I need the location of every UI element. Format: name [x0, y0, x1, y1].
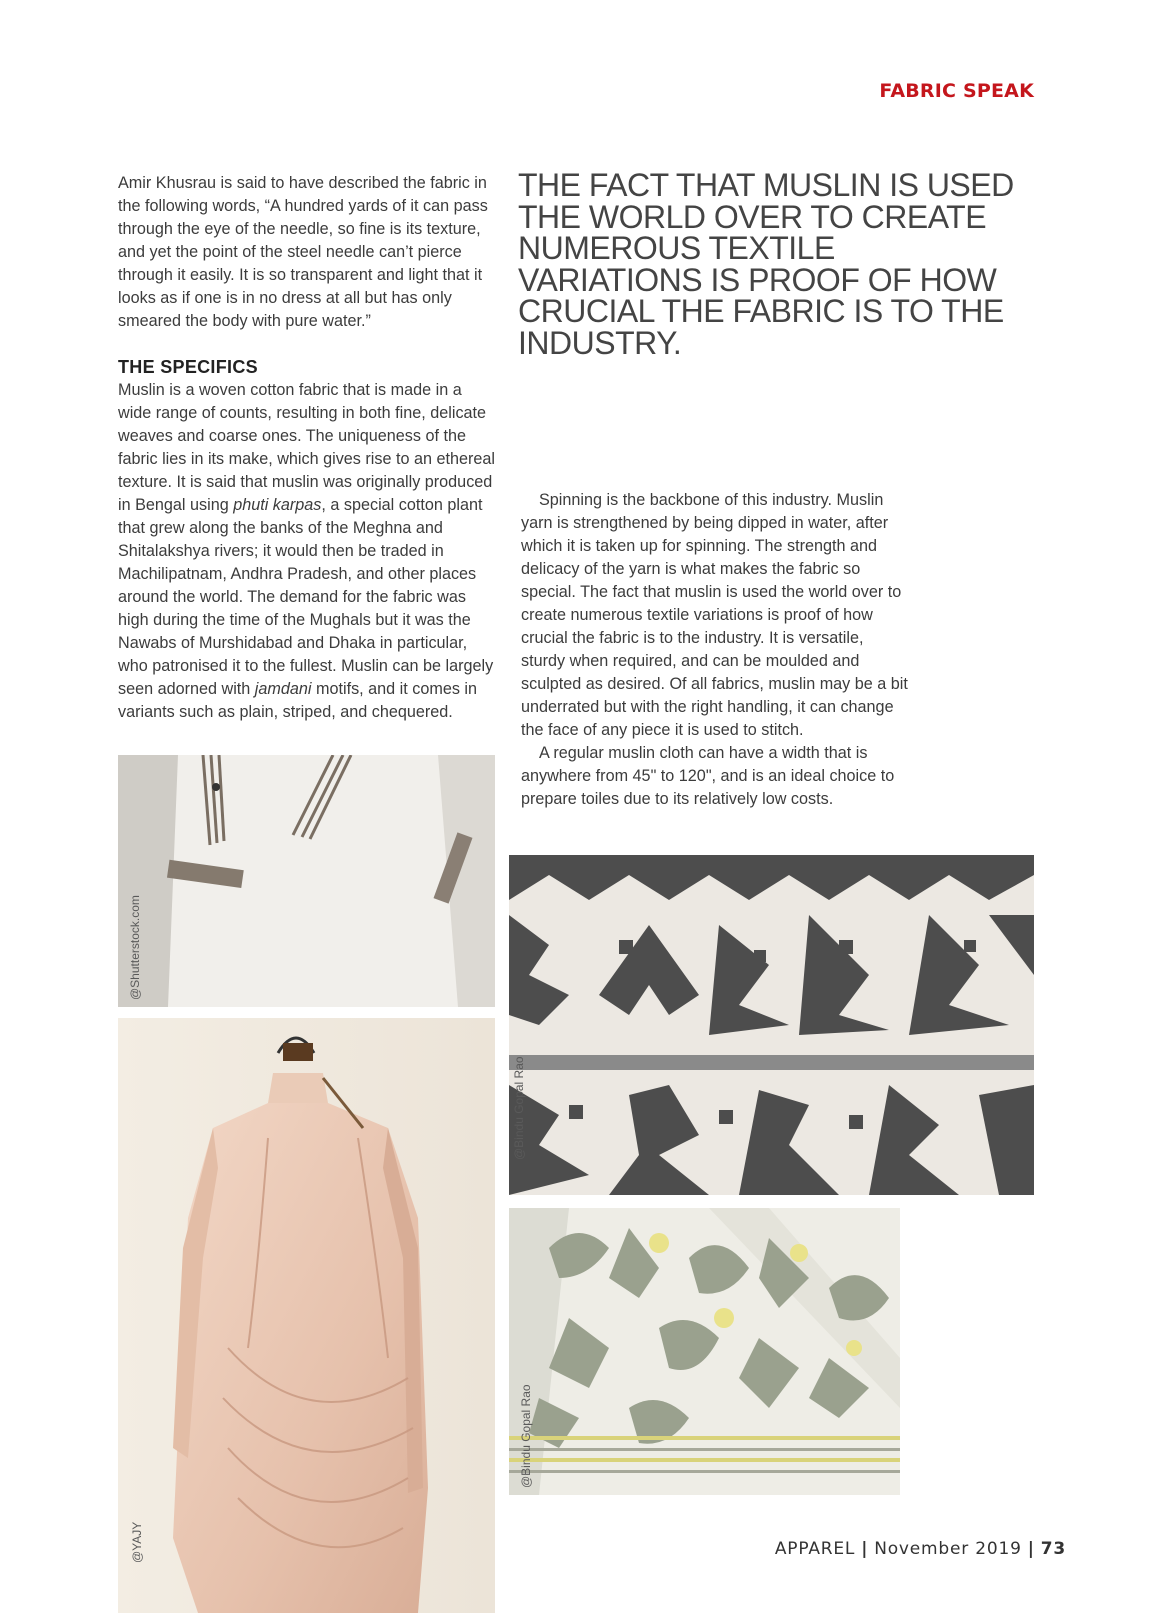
left-column	[118, 172, 496, 724]
pull-quote: THE FACT THAT MUSLIN IS USED THE WORLD OVER TO CREATE NUMEROUS TEXTILE VARIATIONS IS PROOF OF HOW CRUCIAL THE FABRIC IS TO THE INDUSTRY.	[518, 167, 1014, 361]
section-tag: FABRIC SPEAK	[879, 80, 1034, 102]
kurta-image	[118, 755, 495, 1007]
jamdani-grey-photo	[509, 855, 1034, 1195]
width-paragraph: A regular muslin cloth can have a width that is anywhere from 45" to 120", and is an ideal choice to prepare toiles due to its relatively low costs.	[521, 744, 895, 808]
jamdani-green-photo-credit: @Bindu Gopal Rao	[519, 1384, 533, 1488]
issue-date: November 2019	[874, 1539, 1022, 1559]
right-column	[521, 489, 911, 811]
italic-term-jamdani: jamdani	[254, 680, 312, 698]
jamdani-green-photo	[509, 1208, 900, 1495]
footer-separator: |	[861, 1539, 869, 1559]
spinning-paragraph: Spinning is the backbone of this industry. Muslin yarn is strengthened by being dipped in water, after which it is taken up for spinning. The strength and delicacy of the yarn is what makes the fabric so special. The fact that muslin is used the world over to create numerous textile variations is proof of how crucial the fabric is to the industry. It is versatile, sturdy when required, and can be moulded and sculpted as desired. Of all fabrics, muslin may be a bit underrated but with the right handling, it can change the face of any piece it is used to stitch.	[521, 491, 908, 739]
italic-term-phuti-karpas: phuti karpas	[233, 496, 322, 514]
paragraph-segment: , a special cotton plant that grew along the banks of the Meghna and Shitalakshya rivers; it would then be traded in Machilipatnam, Andhra Pradesh, and other places around the world. The demand for the fabric was high during the time of the Mughals but it was the Nawabs of Murshidabad and Dhaka in particular, who patronised it to the fullest. Muslin can be largely seen adorned with	[118, 496, 494, 698]
drape-photo	[118, 1018, 495, 1613]
paragraph-segment: Muslin is a woven cotton fabric that is made in a wide range of counts, resulting in both fine, delicate weaves and coarse ones. The uniqueness of the fabric lies in its make, which gives rise to an ethereal texture. It is said that muslin was originally produced in Bengal using	[118, 381, 495, 514]
drape-image	[118, 1018, 495, 1613]
jamdani-green-image	[509, 1208, 900, 1495]
footer-separator: |	[1027, 1539, 1035, 1559]
page-footer	[775, 1539, 1066, 1559]
paragraph-segment: motifs, and it comes in variants such as plain, striped, and chequered.	[118, 680, 478, 721]
subhead-specifics: THE SPECIFICS	[118, 357, 258, 377]
jamdani-grey-photo-credit: @Bindu Gopal Rao	[512, 1056, 526, 1160]
intro-paragraph: Amir Khusrau is said to have described the fabric in the following words, “A hundred yards of it can pass through the eye of the needle, so fine is its texture, and yet the point of the steel needle can’t pierce through it easily. It is so transparent and light that it looks as if one is in no dress at all but has only smeared the body with pure water.”	[118, 174, 488, 330]
jamdani-grey-image	[509, 855, 1034, 1195]
page-number: 73	[1040, 1539, 1066, 1559]
kurta-photo-credit: @Shutterstock.com	[128, 895, 142, 1000]
magazine-name: APPAREL	[774, 1539, 856, 1559]
drape-photo-credit: @YAJY	[130, 1521, 144, 1563]
kurta-photo	[118, 755, 495, 1007]
specifics-paragraph	[118, 379, 496, 724]
